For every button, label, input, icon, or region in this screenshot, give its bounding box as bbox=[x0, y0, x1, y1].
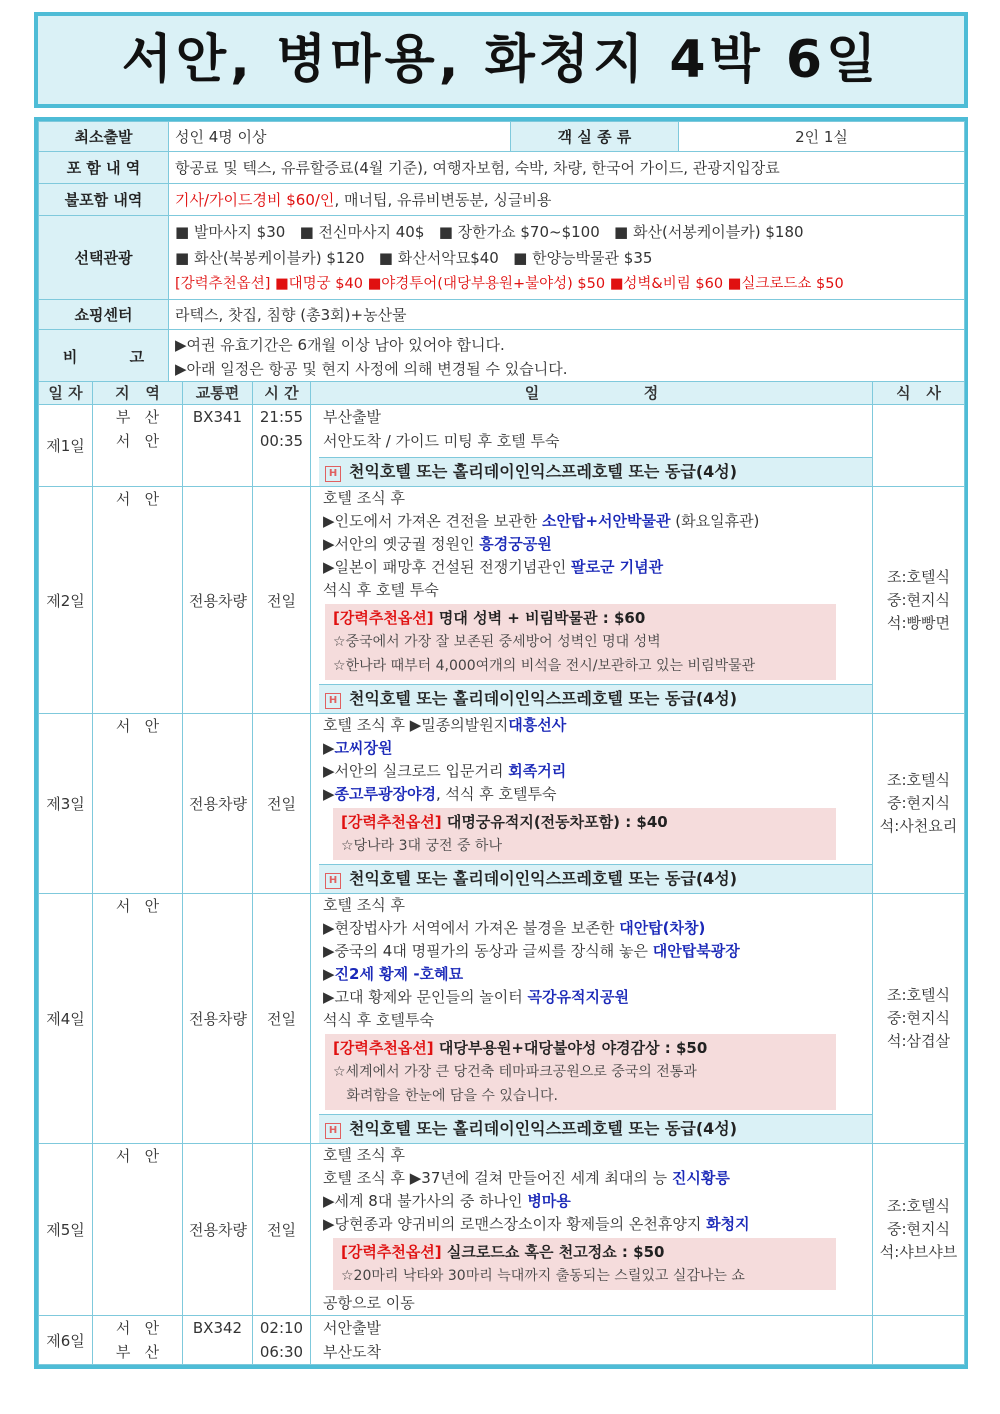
option-tag: [강력추천옵션] bbox=[333, 1039, 434, 1057]
info-row-remarks bbox=[39, 330, 965, 384]
time-arrive: 06:30 bbox=[259, 1343, 304, 1361]
place-highlight: 소안탑+서안박물관 bbox=[541, 512, 671, 530]
meal-breakfast: 조:호텔식 bbox=[886, 986, 950, 1004]
meal-breakfast: 조:호텔식 bbox=[886, 567, 950, 586]
place-highlight: 종고루광장야경 bbox=[334, 785, 436, 803]
option-desc: ☆세계에서 가장 큰 당건축 테마파크공원으로 중국의 전통과 bbox=[333, 1064, 697, 1080]
itinerary-line bbox=[323, 1167, 872, 1190]
day-meal bbox=[873, 405, 965, 487]
hotel-icon: H bbox=[325, 466, 341, 482]
line-text: 호텔 조식 후 ▶37년에 걸쳐 만들어진 세계 최대의 능 bbox=[323, 1169, 672, 1187]
info-row-excluded bbox=[39, 184, 965, 216]
meal-lunch: 중:현지식 bbox=[886, 1220, 950, 1238]
meal-dinner: 석:사천요리 bbox=[879, 817, 958, 835]
room-type-value: 2인 1실 bbox=[679, 122, 965, 152]
day-row-4 bbox=[39, 894, 965, 1144]
optional-line-recommended: [강력추천옵션] ■대명궁 $40 ■야경투어(대당부용원+불야성) $50 ■성벽&비림 $60 ■실크로드쇼 $50 bbox=[175, 275, 844, 292]
option-desc: ☆당나라 3대 궁전 중 하나 bbox=[341, 838, 502, 854]
itinerary-line bbox=[323, 533, 872, 556]
day-label: 제2일 bbox=[39, 487, 93, 714]
header-itinerary: 일 정 bbox=[311, 382, 873, 405]
hotel-icon: H bbox=[325, 1123, 341, 1139]
title-banner bbox=[34, 12, 968, 108]
day-time: 전일 bbox=[253, 1144, 311, 1316]
hotel-info bbox=[319, 457, 872, 486]
meal-lunch: 중:현지식 bbox=[886, 794, 950, 812]
line-text: ▶고대 황제와 문인들의 놀이터 bbox=[323, 988, 528, 1006]
schedule-table bbox=[38, 381, 965, 1365]
day-label: 제1일 bbox=[39, 405, 93, 487]
option-desc: ☆중국에서 가장 잘 보존된 중세방어 성벽인 명대 성벽 bbox=[333, 634, 661, 650]
day-region: 서 안 bbox=[93, 1144, 183, 1316]
place-highlight: 진2세 황제 -호혜묘 bbox=[334, 965, 464, 983]
line-text: ▶현장법사가 서역에서 가져온 불경을 보존한 bbox=[323, 919, 620, 937]
place-highlight: 곡강유적지공원 bbox=[527, 988, 629, 1006]
place-highlight: 대안탑(차창) bbox=[619, 919, 706, 937]
line-text: ▶일본이 패망후 건설된 전쟁기념관인 bbox=[323, 558, 571, 576]
itinerary-line: 호텔 조식 후 bbox=[323, 896, 405, 914]
itinerary-line: 호텔 조식 후 bbox=[323, 489, 405, 507]
option-desc: 화려함을 한눈에 담을 수 있습니다. bbox=[333, 1088, 558, 1104]
day-meal bbox=[873, 487, 965, 714]
itinerary-line bbox=[323, 1213, 872, 1236]
day-itinerary bbox=[311, 487, 873, 714]
region-from: 서 안 bbox=[115, 1319, 160, 1337]
hotel-text: 천익호텔 또는 홀리데이인익스프레호텔 또는 동급(4성) bbox=[349, 869, 738, 888]
day-region bbox=[93, 405, 183, 487]
header-transport: 교통편 bbox=[183, 382, 253, 405]
itinerary-line bbox=[323, 783, 872, 806]
place-highlight: 화청지 bbox=[706, 1215, 750, 1233]
time-arrive: 00:35 bbox=[259, 432, 304, 450]
option-name: 명대 성벽 + 비림박물관 : $60 bbox=[433, 609, 646, 627]
optional-label: 선택관광 bbox=[39, 216, 169, 300]
line-text: ▶ bbox=[323, 739, 335, 757]
meal-dinner: 석:샤브샤브 bbox=[879, 1243, 958, 1261]
day-meal bbox=[873, 1144, 965, 1316]
line-text: ▶ bbox=[323, 785, 335, 803]
meal-dinner: 석:삼겹살 bbox=[886, 1032, 950, 1050]
line-text: ▶당현종과 양귀비의 로맨스장소이자 황제들의 온천휴양지 bbox=[323, 1215, 707, 1233]
itinerary-line: 서안출발 bbox=[323, 1319, 381, 1337]
itinerary-line bbox=[323, 1190, 872, 1213]
place-highlight: 고씨장원 bbox=[334, 739, 393, 757]
place-highlight: 대안탑북광장 bbox=[652, 942, 740, 960]
day-transport: 전용차량 bbox=[183, 1144, 253, 1316]
day-row-3 bbox=[39, 714, 965, 894]
day-region: 서 안 bbox=[93, 894, 183, 1144]
hotel-text: 천익호텔 또는 홀리데이인익스프레호텔 또는 동급(4성) bbox=[349, 1119, 738, 1138]
meal-dinner: 석:빵빵면 bbox=[886, 613, 950, 632]
room-type-label: 객 실 종 류 bbox=[511, 122, 679, 152]
time-depart: 21:55 bbox=[259, 408, 304, 426]
itinerary-line bbox=[323, 714, 872, 737]
shopping-value: 라텍스, 찻집, 침향 (총3회)+농산물 bbox=[169, 300, 965, 330]
itinerary-line: 공항으로 이동 bbox=[323, 1294, 415, 1312]
place-highlight: 회족거리 bbox=[508, 762, 567, 780]
meal-breakfast: 조:호텔식 bbox=[886, 1197, 950, 1215]
place-highlight: 팔로군 기념관 bbox=[570, 558, 664, 576]
optional-tours bbox=[169, 216, 965, 300]
day-itinerary bbox=[311, 1144, 873, 1316]
day-label: 제4일 bbox=[39, 894, 93, 1144]
line-text: ▶중국의 4대 명필가의 동상과 글씨를 장식해 놓은 bbox=[323, 942, 653, 960]
itinerary-line bbox=[323, 737, 872, 760]
day-region: 서 안 bbox=[93, 714, 183, 894]
meal-lunch: 중:현지식 bbox=[886, 1009, 950, 1027]
optional-line-2: ■ 화산(북봉케이블카) $120 ■ 화산서악묘$40 ■ 한양능박물관 $35 bbox=[175, 248, 653, 267]
line-text: ▶ bbox=[323, 965, 335, 983]
day-transport: BX342 bbox=[183, 1316, 253, 1365]
meal-lunch: 중:현지식 bbox=[886, 590, 950, 609]
day-transport: 전용차량 bbox=[183, 714, 253, 894]
recommended-option-box bbox=[325, 1034, 836, 1110]
day-itinerary bbox=[311, 894, 873, 1144]
hotel-text: 천익호텔 또는 홀리데이인익스프레호텔 또는 동급(4성) bbox=[349, 689, 738, 708]
info-row-optional bbox=[39, 216, 965, 300]
region-to: 부 산 bbox=[115, 1343, 160, 1361]
included-label: 포 함 내 역 bbox=[39, 152, 169, 184]
recommended-option-box bbox=[333, 1238, 836, 1290]
itinerary-line bbox=[323, 963, 872, 986]
day-time bbox=[253, 1316, 311, 1365]
region-from: 부 산 bbox=[115, 408, 160, 426]
itinerary-line: 부산출발 bbox=[323, 408, 381, 426]
header-day: 일 자 bbox=[39, 382, 93, 405]
place-highlight: 진시황릉 bbox=[671, 1169, 730, 1187]
day-row-5 bbox=[39, 1144, 965, 1316]
remarks-value bbox=[169, 330, 965, 384]
page-title: 서안, 병마용, 화청지 4박 6일 bbox=[121, 30, 881, 90]
recommended-option-box bbox=[333, 808, 836, 860]
included-value: 항공료 및 텍스, 유류할증료(4월 기준), 여행자보험, 숙박, 차량, 한국어 가이드, 관광지입장료 bbox=[169, 152, 965, 184]
time-depart: 02:10 bbox=[259, 1319, 304, 1337]
day-row-1 bbox=[39, 405, 965, 487]
day-region bbox=[93, 1316, 183, 1365]
tour-info-section bbox=[34, 117, 968, 384]
region-to: 서 안 bbox=[115, 432, 160, 450]
option-tag: [강력추천옵션] bbox=[341, 813, 442, 831]
day-label: 제6일 bbox=[39, 1316, 93, 1365]
itinerary-line: 부산도착 bbox=[323, 1343, 381, 1361]
min-departure-label: 최소출발 bbox=[39, 122, 169, 152]
excluded-value bbox=[169, 184, 965, 216]
hotel-info bbox=[319, 684, 872, 713]
option-desc: ☆20마리 낙타와 30마리 늑대까지 출동되는 스릴있고 실감나는 쇼 bbox=[341, 1268, 745, 1284]
option-name: 대당부용원+대당불야성 야경감상 : $50 bbox=[433, 1039, 708, 1057]
line-text: ▶세계 8대 불가사의 중 하나인 bbox=[323, 1192, 528, 1210]
day-itinerary bbox=[311, 405, 873, 487]
hotel-info bbox=[319, 1114, 872, 1143]
option-tag: [강력추천옵션] bbox=[341, 1243, 442, 1261]
header-region: 지 역 bbox=[93, 382, 183, 405]
excluded-guide-fee: 기사/가이드경비 $60/인 bbox=[175, 191, 335, 209]
hotel-icon: H bbox=[325, 873, 341, 889]
itinerary-line: 호텔 조식 후 bbox=[323, 1146, 405, 1164]
itinerary-line bbox=[323, 760, 872, 783]
day-transport: 전용차량 bbox=[183, 487, 253, 714]
option-name: 실크로드쇼 혹은 천고정쇼 : $50 bbox=[441, 1243, 665, 1261]
option-name: 대명궁유적지(전동차포함) : $40 bbox=[441, 813, 668, 831]
shopping-label: 쇼핑센터 bbox=[39, 300, 169, 330]
place-highlight: 대흥선사 bbox=[508, 716, 567, 734]
day-time: 전일 bbox=[253, 714, 311, 894]
line-text: 호텔 조식 후 ▶밀종의발원지 bbox=[323, 716, 509, 734]
hotel-info bbox=[319, 864, 872, 893]
schedule-section bbox=[34, 381, 968, 1369]
meal-breakfast: 조:호텔식 bbox=[886, 771, 950, 789]
header-meal: 식 사 bbox=[873, 382, 965, 405]
day-region: 서 안 bbox=[93, 487, 183, 714]
schedule-header-row bbox=[39, 382, 965, 405]
line-text: ▶서안의 실크로드 입문거리 bbox=[323, 762, 509, 780]
line-text: (화요일휴관) bbox=[670, 512, 760, 530]
hotel-icon: H bbox=[325, 693, 341, 709]
info-row-shopping bbox=[39, 300, 965, 330]
day-meal bbox=[873, 894, 965, 1144]
info-row-included bbox=[39, 152, 965, 184]
min-departure-value: 성인 4명 이상 bbox=[169, 122, 511, 152]
day-itinerary bbox=[311, 1316, 873, 1365]
excluded-rest: , 매너팁, 유류비변동분, 싱글비용 bbox=[334, 191, 552, 209]
day-meal bbox=[873, 1316, 965, 1365]
info-row-departure bbox=[39, 122, 965, 152]
place-highlight: 병마용 bbox=[527, 1192, 571, 1210]
day-meal bbox=[873, 714, 965, 894]
itinerary-line bbox=[323, 556, 872, 579]
day-time bbox=[253, 405, 311, 487]
tour-info-table bbox=[38, 121, 965, 384]
optional-line-1: ■ 발마사지 $30 ■ 전신마사지 40$ ■ 장한가쇼 $70~$100 ■ 화산(서봉케이블카) $180 bbox=[175, 222, 804, 241]
option-desc: ☆한나라 때부터 4,000여개의 비석을 전시/보관하고 있는 비림박물관 bbox=[333, 658, 756, 674]
place-highlight: 흥경궁공원 bbox=[479, 535, 552, 553]
day-row-2 bbox=[39, 487, 965, 714]
itinerary-line bbox=[323, 940, 872, 963]
day-label: 제3일 bbox=[39, 714, 93, 894]
day-time: 전일 bbox=[253, 894, 311, 1144]
day-row-6 bbox=[39, 1316, 965, 1365]
excluded-label: 불포함 내역 bbox=[39, 184, 169, 216]
recommended-option-box bbox=[325, 604, 836, 680]
remarks-line-2: ▶아래 일정은 항공 및 현지 사정에 의해 변경될 수 있습니다. bbox=[175, 359, 568, 378]
itinerary-line: 석식 후 호텔 투숙 bbox=[323, 581, 439, 599]
itinerary-line: 석식 후 호텔투숙 bbox=[323, 1011, 434, 1029]
itinerary-line bbox=[323, 986, 872, 1009]
itinerary-line bbox=[323, 510, 872, 533]
remarks-label: 비 고 bbox=[39, 330, 169, 384]
header-time: 시 간 bbox=[253, 382, 311, 405]
line-text: , 석식 후 호텔투숙 bbox=[435, 785, 557, 803]
day-label: 제5일 bbox=[39, 1144, 93, 1316]
hotel-text: 천익호텔 또는 홀리데이인익스프레호텔 또는 동급(4성) bbox=[349, 462, 738, 481]
remarks-line-1: ▶여권 유효기간은 6개월 이상 남아 있어야 합니다. bbox=[175, 335, 505, 354]
day-transport: 전용차량 bbox=[183, 894, 253, 1144]
line-text: ▶서안의 옛궁궐 정원인 bbox=[323, 535, 480, 553]
line-text: ▶인도에서 가져온 견전을 보관한 bbox=[323, 512, 542, 530]
itinerary-line bbox=[323, 917, 872, 940]
option-tag: [강력추천옵션] bbox=[333, 609, 434, 627]
day-time: 전일 bbox=[253, 487, 311, 714]
day-transport: BX341 bbox=[183, 405, 253, 487]
day-itinerary bbox=[311, 714, 873, 894]
itinerary-line: 서안도착 / 가이드 미팅 후 호텔 투숙 bbox=[323, 432, 560, 450]
